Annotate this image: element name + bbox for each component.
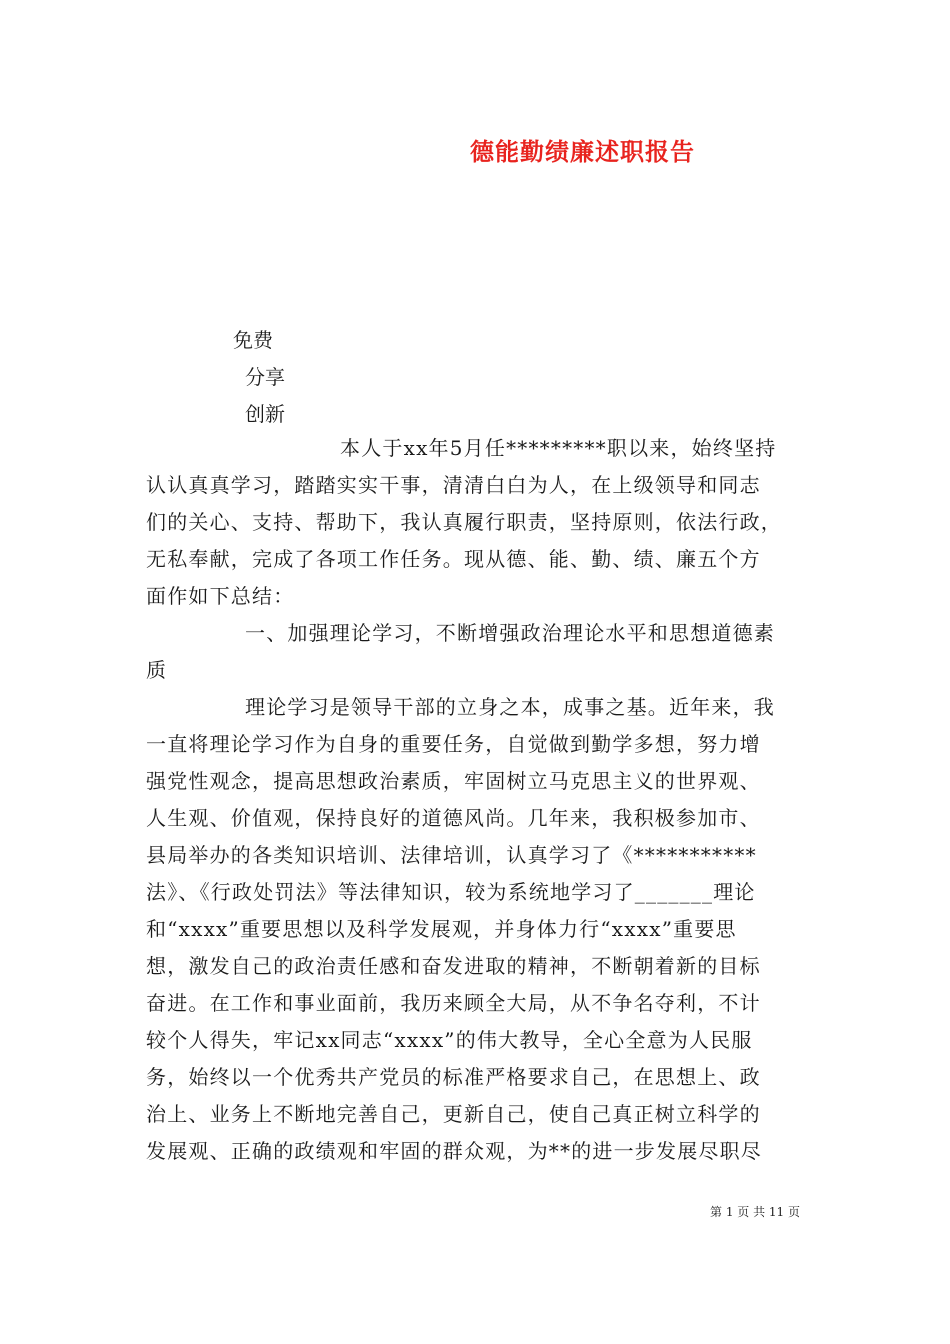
body-line-10: 强党性观念，提高思想政治素质，牢固树立马克思主义的世界观、: [146, 769, 761, 793]
body-line-19: 治上、业务上不断地完善自己，更新自己，使自己真正树立科学的: [146, 1102, 761, 1126]
page-footer: 第 1 页 共 11 页: [710, 1205, 800, 1219]
section-heading-1-cont: 质: [146, 658, 168, 682]
body-line-2: 认认真真学习，踏踏实实干事，清清白白为人，在上级领导和同志: [146, 473, 761, 497]
body-line-11: 人生观、价值观，保持良好的道德风尚。几年来，我积极参加市、: [146, 806, 761, 830]
document-title: 德能勤绩廉述职报告: [470, 137, 695, 166]
body-line-15: 想，激发自己的政治责任感和奋发进取的精神，不断朝着新的目标: [146, 954, 761, 978]
section-heading-1: 一、加强理论学习，不断增强政治理论水平和思想道德素: [245, 621, 775, 645]
body-line-4: 无私奉献，完成了各项工作任务。现从德、能、勤、绩、廉五个方: [146, 547, 761, 571]
body-line-18: 务，始终以一个优秀共产党员的标准严格要求自己，在思想上、政: [146, 1065, 761, 1089]
body-line-12: 县局举办的各类知识培训、法律培训，认真学习了《***********: [146, 843, 757, 867]
body-line-13: 法》、《行政处罚法》等法律知识，较为系统地学习了_______理论: [146, 880, 756, 904]
body-line-17: 较个人得失，牢记xx同志“xxxx”的伟大教导，全心全意为人民服: [146, 1028, 753, 1052]
tag-share: 分享: [245, 365, 285, 389]
tag-free: 免费: [233, 328, 273, 352]
body-line-16: 奋进。在工作和事业面前，我历来顾全大局，从不争名夺利，不计: [146, 991, 761, 1015]
tag-innovate: 创新: [245, 402, 285, 426]
body-line-14: 和“xxxx”重要思想以及科学发展观，并身体力行“xxxx”重要思: [146, 917, 737, 941]
body-line-9: 一直将理论学习作为自身的重要任务，自觉做到勤学多想，努力增: [146, 732, 761, 756]
body-line-8: 理论学习是领导干部的立身之本，成事之基。近年来，我: [245, 695, 775, 719]
body-line-3: 们的关心、支持、帮助下，我认真履行职责，坚持原则，依法行政，: [146, 510, 782, 534]
body-line-1: 本人于xx年5月任*********职以来，始终坚持: [340, 436, 777, 460]
body-line-20: 发展观、正确的政绩观和牢固的群众观，为**的进一步发展尽职尽: [146, 1139, 762, 1163]
body-line-5: 面作如下总结：: [146, 584, 295, 608]
